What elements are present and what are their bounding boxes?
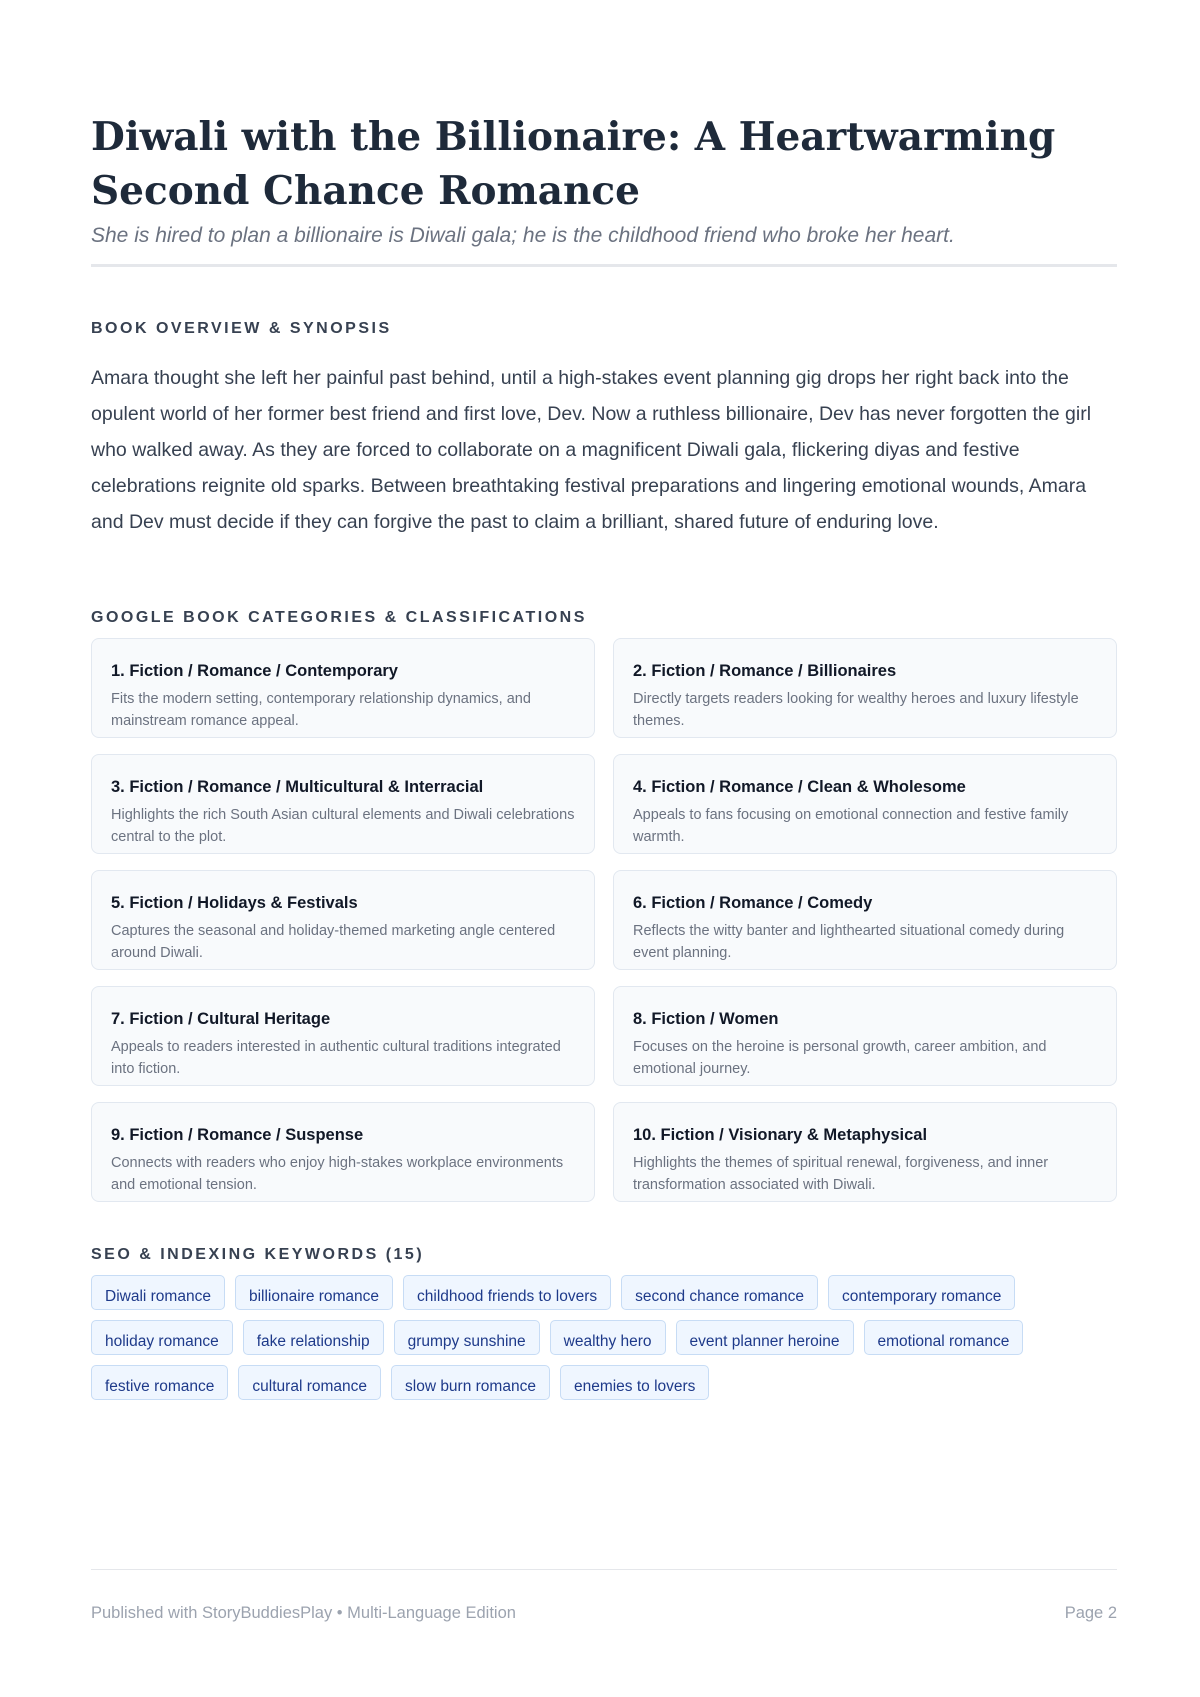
keyword-tag: fake relationship <box>243 1320 384 1355</box>
category-description: Appeals to readers interested in authentic cultural traditions integrated into fiction. <box>111 1039 561 1077</box>
synopsis-text: Amara thought she left her painful past behind, until a high-stakes event planning gig drops her right back into the opulent world of her former best friend and first love, Dev. Now a ruthless billionaire, Dev has never forgotten the girl who walked away. As they are forced to collaborate on a magnificent Diwali gala, flickering diyas and festive celebrations reignite old sparks. Between breathtaking festival preparations and lingering emotional wounds, Amara and Dev must decide if they can forgive the past to claim a brilliant, shared future of enduring love. <box>91 367 1092 533</box>
keywords-list <box>91 1275 1131 1400</box>
keyword-tag: emotional romance <box>864 1320 1024 1355</box>
category-card <box>91 638 595 738</box>
category-title: 7. Fiction / Cultural Heritage <box>111 1010 331 1028</box>
overview-heading: BOOK OVERVIEW & SYNOPSIS <box>91 320 392 337</box>
categories-heading: GOOGLE BOOK CATEGORIES & CLASSIFICATIONS <box>91 609 587 626</box>
keyword-tag: billionaire romance <box>235 1275 393 1310</box>
category-title: 3. Fiction / Romance / Multicultural & Interracial <box>111 778 484 796</box>
keywords-heading: SEO & INDEXING KEYWORDS (15) <box>91 1246 425 1263</box>
category-title: 1. Fiction / Romance / Contemporary <box>111 662 398 680</box>
document-page <box>91 0 1117 1697</box>
category-card <box>613 1102 1117 1202</box>
category-description: Focuses on the heroine is personal growth, career ambition, and emotional journey. <box>633 1039 1047 1077</box>
footer-publisher: Published with StoryBuddiesPlay • Multi-Language Edition <box>91 1604 516 1622</box>
footer-divider <box>91 1569 1117 1570</box>
category-title: 6. Fiction / Romance / Comedy <box>633 894 873 912</box>
keyword-tag: holiday romance <box>91 1320 233 1355</box>
category-description: Fits the modern setting, contemporary relationship dynamics, and mainstream romance appeal. <box>111 691 531 729</box>
keyword-tag: Diwali romance <box>91 1275 225 1310</box>
category-title: 9. Fiction / Romance / Suspense <box>111 1126 364 1144</box>
category-card <box>613 638 1117 738</box>
keyword-tag: slow burn romance <box>391 1365 550 1400</box>
category-description: Connects with readers who enjoy high-stakes workplace environments and emotional tension. <box>111 1155 564 1193</box>
keyword-tag: wealthy hero <box>550 1320 666 1355</box>
category-description: Directly targets readers looking for wealthy heroes and luxury lifestyle themes. <box>633 691 1079 729</box>
keyword-tag: festive romance <box>91 1365 228 1400</box>
category-card <box>91 754 595 854</box>
keyword-tag: enemies to lovers <box>560 1365 709 1400</box>
category-card <box>613 754 1117 854</box>
category-description: Appeals to fans focusing on emotional connection and festive family warmth. <box>633 807 1069 845</box>
category-title: 10. Fiction / Visionary & Metaphysical <box>633 1126 928 1144</box>
page-title: Diwali with the Billionaire: A Heartwarming Second Chance Romance <box>91 114 1056 214</box>
keyword-tag: contemporary romance <box>828 1275 1015 1310</box>
category-title: 5. Fiction / Holidays & Festivals <box>111 894 358 912</box>
page-number: Page 2 <box>1064 1604 1117 1622</box>
category-card <box>91 870 595 970</box>
category-title: 2. Fiction / Romance / Billionaires <box>633 662 897 680</box>
category-title: 8. Fiction / Women <box>633 1010 779 1028</box>
category-description: Reflects the witty banter and lighthearted situational comedy during event planning. <box>633 923 1065 961</box>
category-card <box>613 986 1117 1086</box>
category-description: Highlights the rich South Asian cultural elements and Diwali celebrations central to the plot. <box>111 807 575 845</box>
category-card <box>613 870 1117 970</box>
category-description: Highlights the themes of spiritual renewal, forgiveness, and inner transformation associated with Diwali. <box>633 1155 1049 1193</box>
keyword-tag: event planner heroine <box>676 1320 854 1355</box>
category-card <box>91 986 595 1086</box>
keyword-tag: grumpy sunshine <box>394 1320 540 1355</box>
category-description: Captures the seasonal and holiday-themed marketing angle centered around Diwali. <box>111 923 556 961</box>
categories-grid <box>91 638 1117 1202</box>
category-card <box>91 1102 595 1202</box>
category-title: 4. Fiction / Romance / Clean & Wholesome <box>633 778 966 796</box>
keyword-tag: second chance romance <box>621 1275 818 1310</box>
title-divider <box>91 264 1117 267</box>
page-subtitle: She is hired to plan a billionaire is Diwali gala; he is the childhood friend who broke her heart. <box>91 224 955 247</box>
keyword-tag: childhood friends to lovers <box>403 1275 611 1310</box>
keyword-tag: cultural romance <box>238 1365 381 1400</box>
